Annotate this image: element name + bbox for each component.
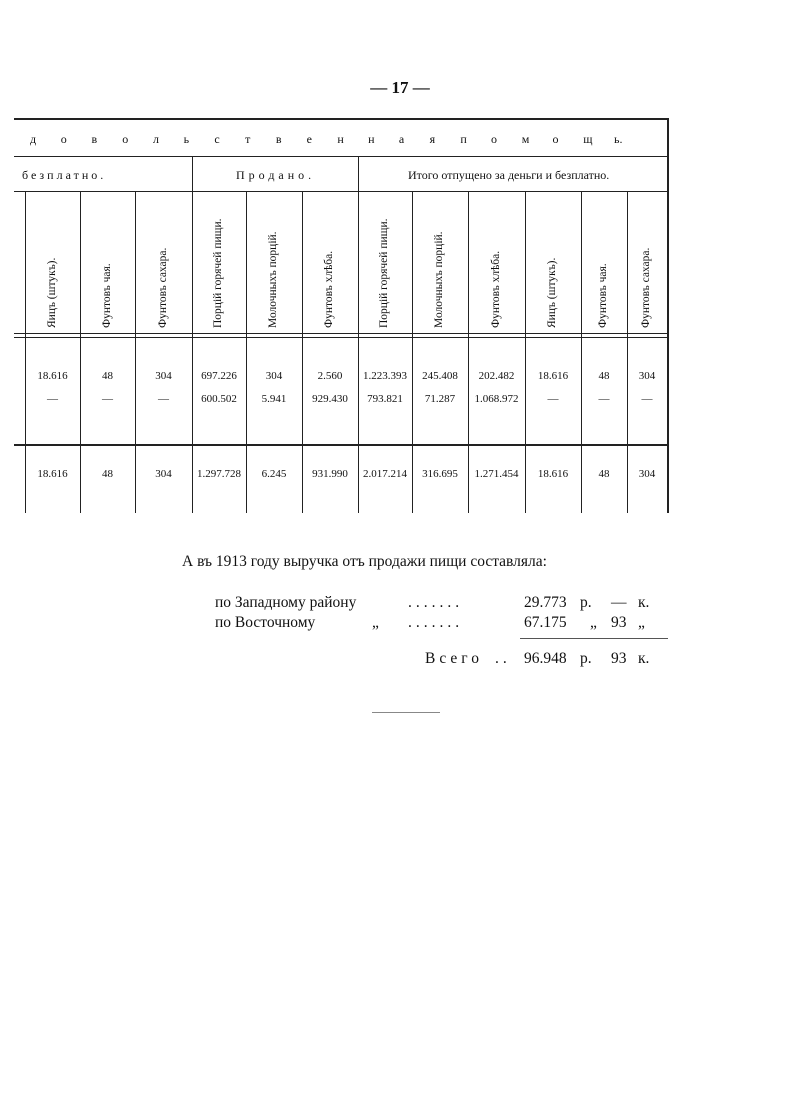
table-cell-total: 316.695	[422, 468, 458, 480]
column-divider	[525, 191, 526, 513]
table-cell-row1: 18.616	[37, 370, 68, 382]
table-cell-total: 1.297.728	[197, 468, 241, 480]
title-letter: н	[368, 132, 375, 146]
title-letter: о	[491, 132, 498, 146]
table-cell-row2: 929.430	[312, 393, 348, 405]
column-divider	[581, 191, 582, 513]
east-ditto: „	[372, 614, 379, 631]
table-cell-row1: 304	[265, 370, 283, 382]
title-letter: ь.	[614, 132, 623, 146]
column-divider	[246, 191, 247, 513]
table-cell-total: 48	[102, 468, 113, 480]
title-letter: в	[275, 132, 282, 146]
column-header: Порцій горячей пищи.	[378, 218, 390, 328]
total-dots: ..	[495, 650, 511, 667]
title-letter: щ	[583, 132, 593, 146]
table-cell-total: 1.271.454	[474, 468, 519, 480]
title-letter: м	[521, 132, 530, 146]
header-bottom-rule-2	[14, 337, 668, 338]
column-header: Фунтовъ хлѣба.	[323, 250, 335, 328]
column-divider	[468, 191, 469, 513]
caption-sold: Продано.	[236, 168, 316, 182]
table-cell-row2: 600.502	[201, 393, 237, 405]
end-rule	[372, 712, 440, 713]
total-kop-unit: к.	[638, 650, 650, 667]
title-letter: в	[91, 132, 98, 146]
table-cell-row2: —	[102, 393, 113, 405]
title-letter: ь	[183, 132, 190, 146]
east-dots: .......	[408, 614, 464, 631]
column-divider	[302, 191, 303, 513]
table-cell-row2: —	[598, 393, 610, 405]
table-cell-total: 48	[598, 468, 610, 480]
table-cell-row2: 71.287	[424, 393, 456, 405]
column-divider	[627, 191, 628, 513]
table-cell-row2: —	[547, 393, 559, 405]
title-letter: о	[122, 132, 129, 146]
column-divider	[412, 191, 413, 513]
table-cell-row1: 18.616	[537, 370, 569, 382]
title-letter: с	[214, 132, 220, 146]
table-cell-row1: 48	[102, 370, 113, 382]
column-divider	[135, 191, 136, 513]
title-letter: п	[460, 132, 467, 146]
totals-rule	[14, 444, 668, 446]
west-unit: р.	[580, 594, 592, 611]
table-cell-row1: 202.482	[478, 370, 515, 382]
title-letter: а	[398, 132, 405, 146]
column-header: Фунтовъ хлѣба.	[489, 250, 502, 328]
table-cell-row2: 1.068.972	[474, 393, 519, 405]
column-header: Фунтовъ сахара.	[640, 247, 652, 328]
table-cell-row1: 245.408	[422, 370, 458, 382]
table-cell-row1: 304	[155, 370, 172, 382]
east-amount: 67.175	[524, 614, 567, 631]
revenue-intro: А въ 1913 году выручка отъ продажи пищи составляла:	[182, 553, 547, 570]
west-dots: .......	[408, 594, 464, 611]
column-divider	[80, 191, 81, 513]
title-letter: л	[152, 132, 159, 146]
east-unit: „	[590, 614, 597, 631]
table-cell-row1: 304	[638, 370, 656, 382]
table-cell-row2: —	[158, 393, 169, 405]
table-cell-total: 304	[638, 468, 656, 480]
column-header: Порцій горячей пищи.	[212, 218, 224, 328]
table-cell-total: 6.245	[261, 468, 287, 480]
east-label: по Восточному	[215, 614, 316, 631]
title-letter: т	[245, 132, 251, 146]
west-label: по Западному району	[215, 594, 357, 611]
west-kop-unit: к.	[638, 594, 650, 611]
title-letter: я	[429, 132, 436, 146]
table-cell-row2: —	[641, 393, 653, 405]
title-letter: н	[337, 132, 344, 146]
total-kop: 93	[611, 650, 627, 667]
table-cell-total: 2.017.214	[363, 468, 407, 480]
page-number: — 17 —	[370, 78, 430, 97]
column-header: Молочныхъ порцій.	[433, 231, 445, 328]
caption-total: Итого отпущено за деньги и безплатно.	[408, 168, 610, 182]
sum-rule	[520, 638, 668, 639]
column-header: Яицъ (штукъ).	[546, 257, 558, 328]
title-letter: е	[306, 132, 312, 146]
title-letter: о	[60, 132, 67, 146]
table-cell-row2: 793.821	[367, 393, 403, 405]
column-divider	[358, 156, 359, 513]
table-cell-total: 18.616	[537, 468, 569, 480]
column-header: Молочныхъ порцій.	[267, 231, 279, 328]
east-kop: 93	[611, 614, 627, 631]
total-amount: 96.948	[524, 650, 567, 667]
table-cell-row2: —	[47, 393, 58, 405]
header-bottom-rule	[14, 333, 668, 334]
table-top-rule	[14, 118, 668, 120]
total-unit: р.	[580, 650, 592, 667]
table-cell-row1: 2.560	[317, 370, 343, 382]
column-divider	[192, 156, 193, 513]
table-cell-row1: 1.223.393	[363, 370, 407, 382]
total-label: Всего	[425, 650, 484, 667]
west-amount: 29.773	[524, 594, 567, 611]
table-cell-row1: 48	[598, 370, 610, 382]
table-cell-total: 931.990	[312, 468, 348, 480]
caption-free: безплатно.	[22, 168, 107, 182]
column-header: Фунтовъ чая.	[597, 263, 609, 328]
title-letter: о	[552, 132, 559, 146]
column-divider	[25, 191, 26, 513]
column-header: Яицъ (штукъ).	[45, 257, 58, 328]
table-cell-row1: 697.226	[201, 370, 237, 382]
column-header: Фунтовъ чая.	[100, 263, 113, 328]
title-row-rule	[14, 156, 668, 157]
west-kop: —	[611, 594, 627, 611]
table-cell-total: 304	[155, 468, 172, 480]
title-letter: д	[30, 132, 37, 146]
east-kop-unit: „	[638, 614, 645, 631]
column-header: Фунтовъ сахара.	[156, 247, 169, 328]
caption-row-rule	[14, 191, 668, 192]
table-cell-row2: 5.941	[261, 393, 287, 405]
table-right-border	[667, 118, 669, 513]
table-cell-total: 18.616	[37, 468, 68, 480]
